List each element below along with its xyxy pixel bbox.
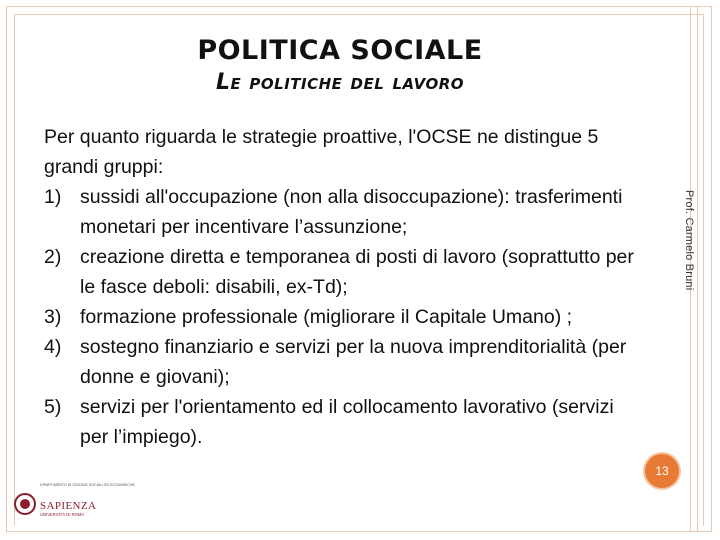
list-item-text: formazione professionale (migliorare il Capitale Umano) ; — [80, 306, 573, 328]
logo-university-text: SAPIENZA — [40, 500, 97, 512]
intro-text: Per quanto riguarda le strategie proattive, l'OCSE ne distingue 5 grandi gruppi: — [44, 126, 599, 178]
slide-subtitle: Le politiche del lavoro — [215, 70, 465, 95]
page-number-badge — [645, 454, 679, 488]
sapienza-logo — [12, 478, 142, 526]
title-block — [40, 34, 640, 98]
seal-center-icon — [20, 499, 30, 509]
slide-content — [44, 122, 644, 452]
list-item — [44, 332, 644, 392]
points-list — [44, 182, 644, 452]
list-item-number: 3) — [44, 306, 62, 328]
list-item-text: servizi per l'orientamento ed il collocamento lavorativo (servizi per l’impiego). — [80, 396, 614, 448]
slide-title: POLITICA SOCIALE — [197, 35, 483, 66]
list-item-text: sussidi all'occupazione (non alla disoccupazione): trasferimenti monetari per incentivare l’assunzione; — [80, 186, 623, 238]
list-item-number: 5) — [44, 396, 62, 418]
list-item-text: sostegno finanziario e servizi per la nuova imprenditorialità (per donne e giovani); — [80, 336, 627, 388]
list-item — [44, 182, 644, 242]
side-rule-secondary — [697, 6, 698, 532]
list-item — [44, 392, 644, 452]
list-item — [44, 302, 644, 332]
page-number: 13 — [655, 464, 669, 478]
list-item-number: 4) — [44, 336, 62, 358]
list-item — [44, 242, 644, 302]
logo-department-text: DIPARTIMENTO DI SCIENZE SOCIALI ED ECONOMICHE — [40, 483, 135, 487]
list-item-number: 2) — [44, 246, 62, 268]
logo-university-sub-text: UNIVERSITÀ DI ROMA — [40, 512, 85, 517]
author-credit: Prof. Carmelo Bruni — [683, 190, 695, 291]
list-item-number: 1) — [44, 186, 62, 208]
list-item-text: creazione diretta e temporanea di posti di lavoro (soprattutto per le fasce deboli: disabili, ex-Td); — [80, 246, 634, 298]
